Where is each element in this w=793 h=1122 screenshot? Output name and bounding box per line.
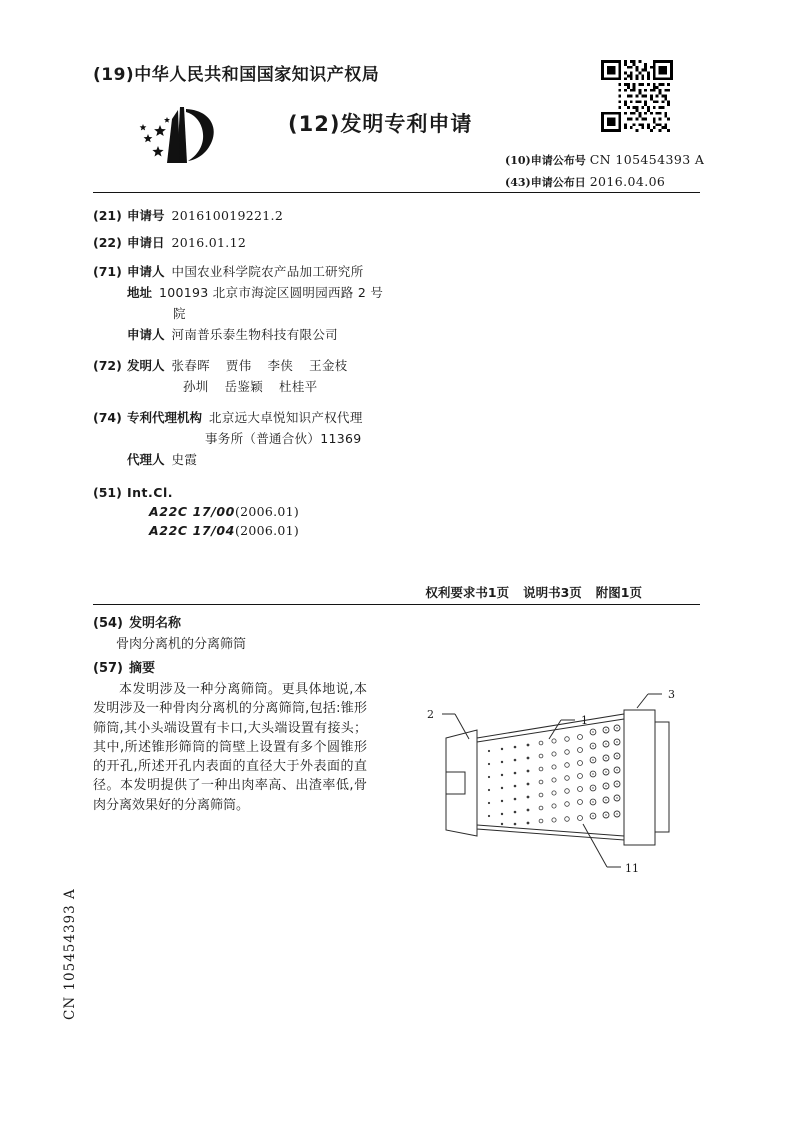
publication-info-block [505, 149, 704, 193]
application-date-label: 申请日 [127, 235, 165, 250]
inid-code-54: (54) [93, 616, 123, 631]
invention-title-heading [93, 612, 181, 631]
inid-code-71: (71) [93, 264, 122, 279]
publication-number-row [505, 149, 704, 171]
applicant2-label: 申请人 [127, 327, 165, 342]
inventor-name: 杜桂平 [279, 379, 318, 394]
publication-number-label: 申请公布号 [530, 154, 586, 167]
callout-label-11: 11 [625, 862, 639, 875]
document-kind-heading [288, 108, 472, 138]
intcl-classification: A22C 17/00 [149, 504, 235, 519]
drawings-page-count: 附图1页 [595, 585, 642, 600]
qr-code-icon [601, 60, 673, 132]
applicant-row [93, 262, 573, 280]
applicant2-value: 河南普乐泰生物科技有限公司 [171, 327, 338, 342]
agent-label: 代理人 [127, 452, 165, 467]
agent-row [93, 450, 573, 468]
inventor-name: 张春晖 [171, 358, 210, 373]
inventor-name: 李侠 [267, 358, 294, 373]
inventors-label: 发明人 [127, 358, 165, 373]
page-title: 骨肉分离机的分离筛筒 [116, 637, 247, 652]
inventor-names-line-2 [183, 377, 317, 395]
cnipa-logo-icon [134, 101, 230, 171]
application-number-label: 申请号 [127, 208, 165, 223]
inventors-row-continued [93, 377, 573, 395]
inid-code-12: (12) [288, 112, 341, 136]
intcl-version: (2006.01) [234, 504, 300, 519]
inventor-name: 孙圳 [183, 379, 209, 394]
address-value-continued: 院 [173, 306, 186, 321]
office-name: 中华人民共和国国家知识产权局 [134, 65, 380, 85]
inventor-name: 贾伟 [225, 358, 252, 373]
intcl-row [93, 485, 573, 500]
inventors-row [93, 356, 573, 374]
inid-code-51: (51) [93, 485, 122, 500]
applicant2-row [93, 325, 573, 343]
intcl-classification: A22C 17/04 [149, 523, 235, 538]
callout-label-3: 3 [668, 688, 675, 701]
publication-date-label: 申请公布日 [530, 176, 586, 189]
header-divider-rule [93, 192, 700, 193]
inid-code-43: (43) [505, 176, 531, 189]
claims-page-count: 权利要求书1页 [425, 585, 510, 600]
invention-title-label: 发明名称 [128, 616, 181, 631]
agency-row [93, 408, 573, 426]
inid-code-74: (74) [93, 410, 122, 425]
inventor-names-line-1 [172, 356, 348, 374]
applicant-label: 申请人 [127, 264, 165, 279]
inid-code-10: (10) [505, 154, 531, 167]
bibliographic-data-block [93, 196, 573, 538]
inid-code-72: (72) [93, 358, 122, 373]
abstract-heading [93, 657, 155, 676]
publication-date-row [505, 171, 704, 193]
callout-label-2: 2 [427, 708, 434, 721]
abstract-label: 摘要 [128, 661, 155, 676]
inid-code-21: (21) [93, 208, 122, 223]
agency-value-line-2: 事务所（普通合伙）11369 [205, 431, 362, 446]
intcl-entry-2 [93, 523, 573, 538]
callout-label-1: 1 [581, 714, 588, 727]
publication-date-value: 2016.04.06 [589, 174, 666, 189]
applicant-value: 中国农业科学院农产品加工研究所 [171, 264, 364, 279]
agency-label: 专利代理机构 [127, 410, 203, 425]
application-number-value: 201610019221.2 [171, 208, 284, 223]
abstract-body: 本发明涉及一种分离筛筒。更具体地说,本发明涉及一种骨肉分离机的分离筛筒,包括:锥形筛筒,其小头端设置有卡口,大头端设置有接头；其中,所述锥形筛筒的筒壁上设置有多个圆锥形的开孔,所述开孔内表面的直径大于外表面的直径。本发明提供了一种出肉率高、出渣率低,骨肉分离效果好的分离筛筒。 [93, 682, 367, 813]
agency-row-continued [93, 429, 573, 447]
abstract-text [93, 680, 367, 815]
application-date-row [93, 233, 573, 251]
agency-value-line-1: 北京远大卓悦知识产权代理 [209, 410, 363, 425]
description-page-count: 说明书3页 [523, 585, 582, 600]
intcl-label: Int.Cl. [127, 485, 173, 500]
office-header-line [93, 60, 379, 85]
abstract-divider-rule [93, 604, 700, 605]
intcl-entry-1 [93, 504, 573, 519]
address-label: 地址 [127, 285, 153, 300]
inventor-name: 岳鉴颖 [224, 379, 264, 394]
agent-value: 史霞 [171, 452, 198, 467]
inventor-name: 王金枝 [309, 358, 348, 373]
application-date-value: 2016.01.12 [171, 235, 247, 250]
inid-code-57: (57) [93, 661, 123, 676]
inid-code-22: (22) [93, 235, 122, 250]
intcl-version: (2006.01) [234, 523, 300, 538]
document-kind-label: 发明专利申请 [340, 112, 473, 136]
applicant-address-row [93, 283, 573, 301]
application-number-row [93, 206, 573, 224]
address-value: 100193 北京市海淀区圆明园西路 2 号 [159, 285, 384, 300]
side-publication-id: CN 105454393 A [62, 888, 78, 1020]
separation-sieve-cylinder-drawing [415, 652, 715, 902]
applicant-address-row-continued [93, 304, 573, 322]
page-count-info [0, 583, 700, 601]
publication-number-value: CN 105454393 A [589, 152, 705, 167]
inid-code-19: (19) [93, 65, 135, 85]
